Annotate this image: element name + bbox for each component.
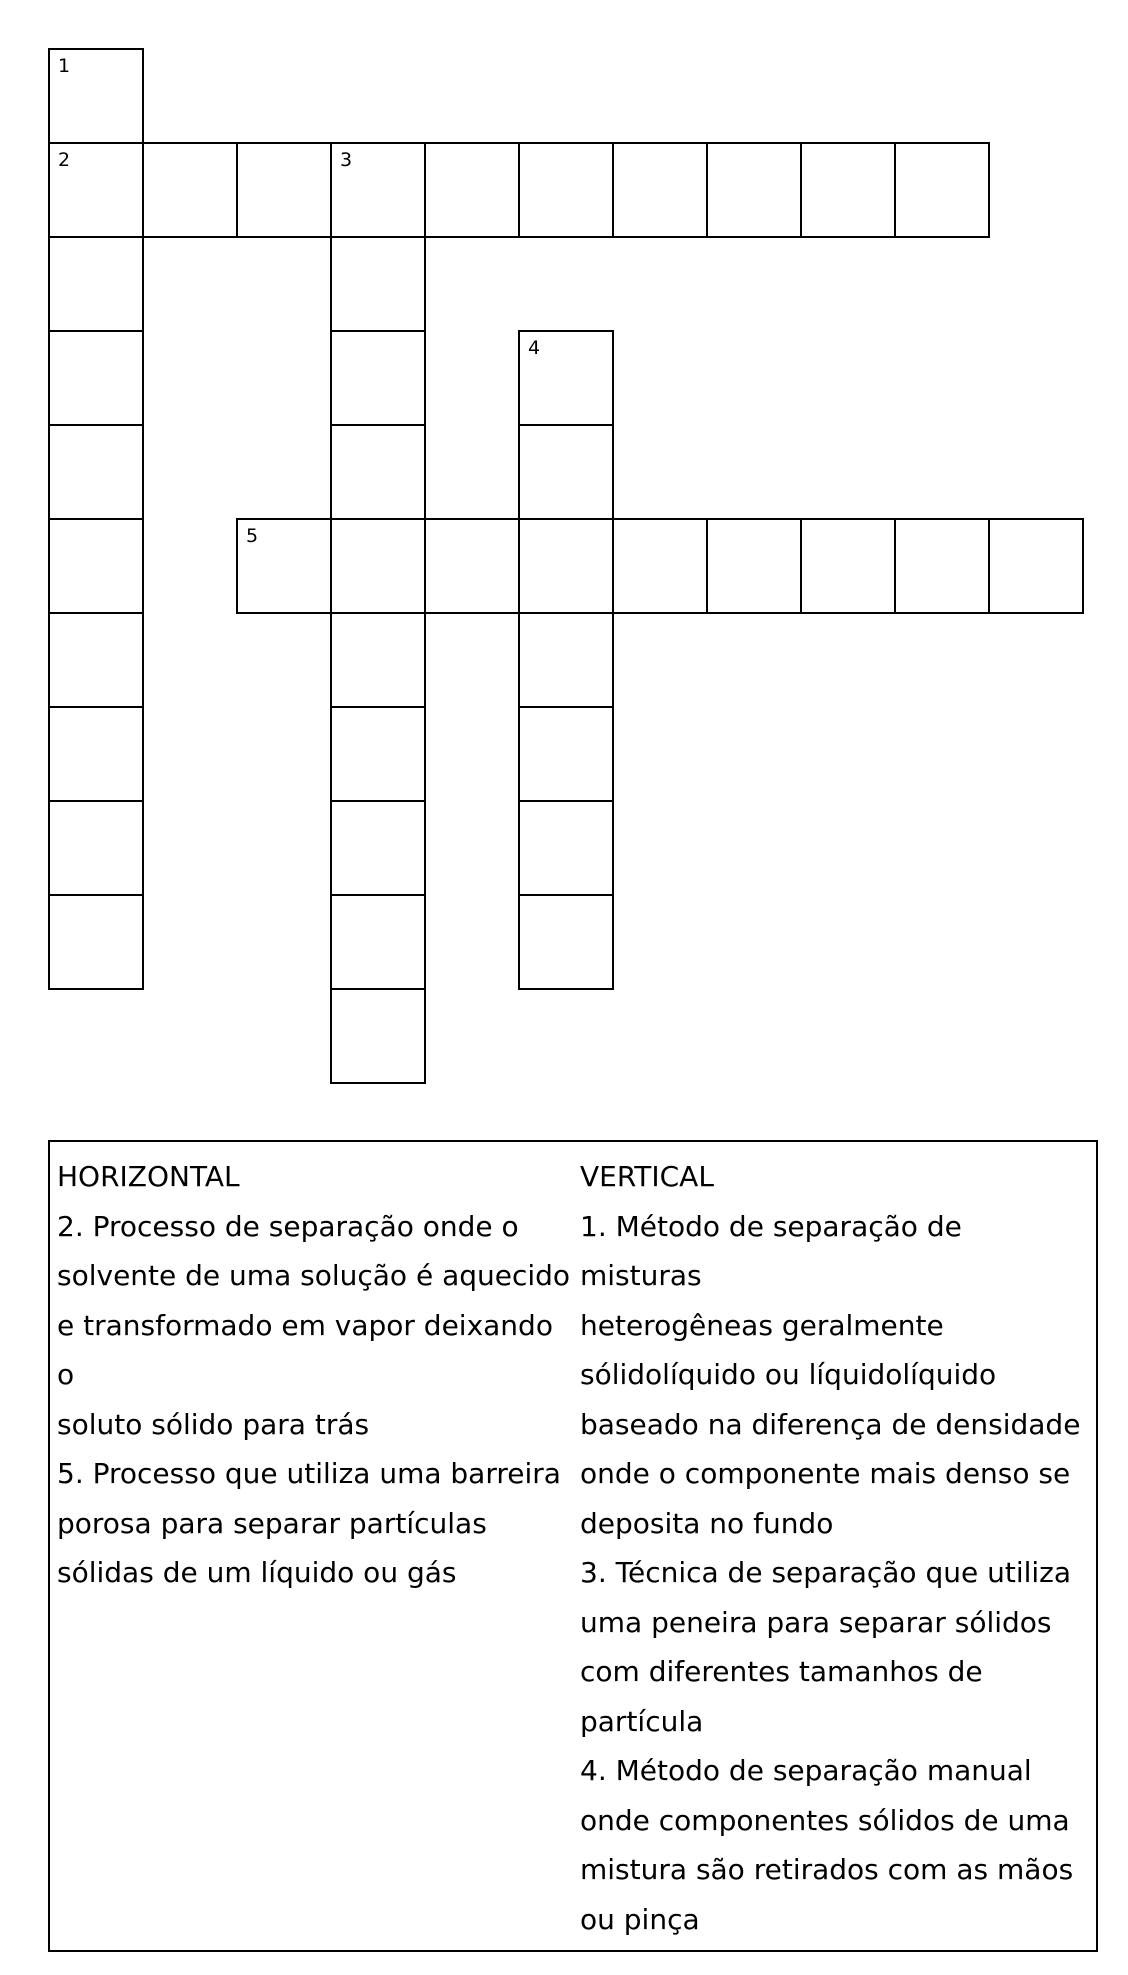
crossword-cell[interactable] <box>48 706 144 802</box>
crossword-cell[interactable] <box>330 894 426 990</box>
crossword-cell[interactable] <box>518 612 614 708</box>
crossword-cell[interactable] <box>800 142 896 238</box>
crossword-cell[interactable] <box>48 330 144 426</box>
crossword-cell[interactable] <box>518 330 614 426</box>
crossword-cell[interactable] <box>612 518 708 614</box>
crossword-cell[interactable] <box>518 142 614 238</box>
horizontal-heading: HORIZONTAL <box>57 1160 240 1193</box>
crossword-cell[interactable] <box>330 800 426 896</box>
clue-line: onde componentes sólidos de uma <box>580 1803 1070 1837</box>
clue-line: partícula <box>580 1704 704 1738</box>
crossword-cell[interactable] <box>330 330 426 426</box>
crossword-cell[interactable] <box>142 142 238 238</box>
crossword-cell[interactable] <box>330 988 426 1084</box>
crossword-cell[interactable] <box>518 800 614 896</box>
clue-line: porosa para separar partículas <box>57 1506 487 1540</box>
crossword-cell[interactable] <box>800 518 896 614</box>
clue-line: sólidas de um líquido ou gás <box>57 1556 457 1589</box>
crossword-cell[interactable] <box>894 518 990 614</box>
crossword-cell[interactable] <box>330 706 426 802</box>
crossword-cell[interactable] <box>424 518 520 614</box>
clue-line: com diferentes tamanhos de <box>580 1655 983 1688</box>
clue-line: sólidolíquido ou líquidolíquido <box>580 1358 997 1391</box>
clue-line: uma peneira para separar sólidos <box>580 1605 1052 1639</box>
crossword-cell[interactable] <box>330 518 426 614</box>
crossword-cell[interactable] <box>48 518 144 614</box>
clue-line: onde o componente mais denso se <box>580 1457 1071 1490</box>
clue-number: 4 <box>528 337 541 359</box>
crossword-cell[interactable] <box>518 424 614 520</box>
crossword-cell[interactable] <box>518 894 614 990</box>
crossword-cell[interactable] <box>48 894 144 990</box>
crossword-cell[interactable] <box>48 612 144 708</box>
crossword-cell[interactable] <box>48 48 144 144</box>
vertical-clues <box>580 1152 1090 1944</box>
clue-line: baseado na diferença de densidade <box>580 1407 1081 1441</box>
clue-number: 3 <box>340 149 353 171</box>
vertical-heading: VERTICAL <box>580 1160 714 1193</box>
crossword-cell[interactable] <box>48 236 144 332</box>
horizontal-clues <box>57 1152 577 1598</box>
clue-line: deposita no fundo <box>580 1506 834 1540</box>
clue-line: e transformado em vapor deixando o <box>57 1308 553 1391</box>
crossword-cell[interactable] <box>48 424 144 520</box>
clue-number: 1 <box>58 55 71 77</box>
crossword-cell[interactable] <box>330 612 426 708</box>
crossword-cell[interactable] <box>48 800 144 896</box>
crossword-cell[interactable] <box>518 518 614 614</box>
clue-line: 1. Método de separação de misturas <box>580 1209 962 1292</box>
crossword-cell[interactable] <box>612 142 708 238</box>
clue-line: ou pinça <box>580 1902 700 1936</box>
crossword-cell[interactable] <box>424 142 520 238</box>
crossword-cell[interactable] <box>894 142 990 238</box>
clue-line: solvente de uma solução é aquecido <box>57 1259 571 1292</box>
crossword-cell[interactable] <box>988 518 1084 614</box>
crossword-cell[interactable] <box>706 142 802 238</box>
clue-line: 5. Processo que utiliza uma barreira <box>57 1457 561 1490</box>
clue-line: heterogêneas geralmente <box>580 1308 944 1342</box>
clues-box <box>48 1140 1098 1952</box>
crossword-cell[interactable] <box>330 424 426 520</box>
clue-line: mistura são retirados com as mãos <box>580 1853 1074 1886</box>
clue-line: 3. Técnica de separação que utiliza <box>580 1556 1072 1589</box>
crossword-cell[interactable] <box>48 142 144 238</box>
crossword-cell[interactable] <box>518 706 614 802</box>
crossword-cell[interactable] <box>236 518 332 614</box>
clue-line: 2. Processo de separação onde o <box>57 1209 519 1243</box>
crossword-cell[interactable] <box>330 142 426 238</box>
clue-number: 2 <box>58 149 71 171</box>
crossword-cell[interactable] <box>330 236 426 332</box>
clue-number: 5 <box>246 525 259 547</box>
clue-line: 4. Método de separação manual <box>580 1754 1032 1787</box>
clue-line: soluto sólido para trás <box>57 1407 370 1441</box>
crossword-cell[interactable] <box>236 142 332 238</box>
crossword-cell[interactable] <box>706 518 802 614</box>
